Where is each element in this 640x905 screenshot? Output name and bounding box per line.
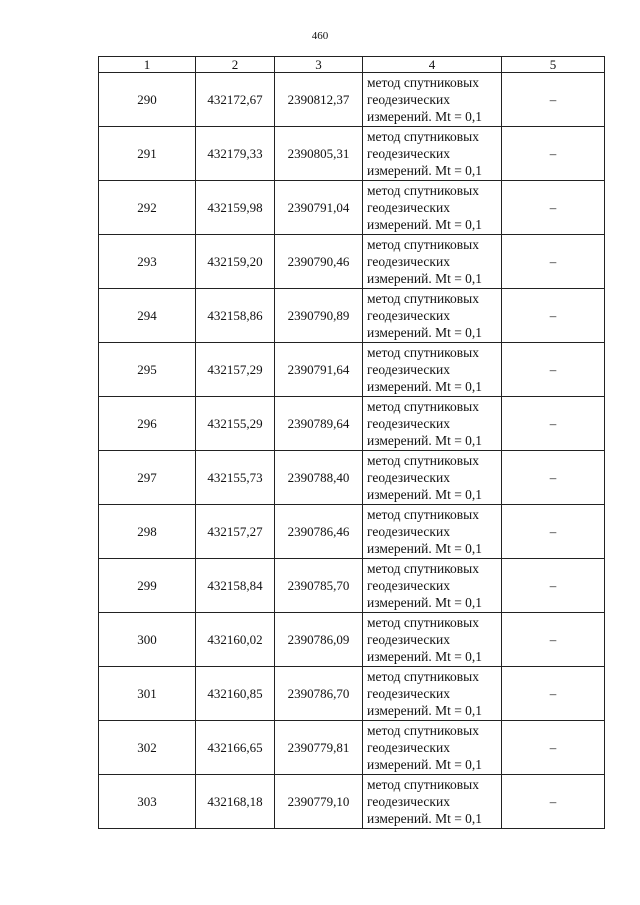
table-body (99, 73, 605, 829)
method-text-line: метод спутниковых (367, 777, 479, 792)
method-text-line: измерений. Mt = 0,1 (367, 271, 483, 286)
cell-point-number: 301 (99, 667, 196, 721)
cell-point-number: 291 (99, 127, 196, 181)
cell-x-coordinate: 432155,29 (196, 397, 275, 451)
header-col-5: 5 (502, 57, 605, 73)
method-text-line: геодезических (367, 146, 450, 161)
cell-note: – (502, 397, 605, 451)
cell-method (363, 181, 502, 235)
cell-note: – (502, 721, 605, 775)
method-text-line: геодезических (367, 686, 450, 701)
cell-point-number: 290 (99, 73, 196, 127)
cell-x-coordinate: 432158,86 (196, 289, 275, 343)
method-text-line: метод спутниковых (367, 561, 479, 576)
method-text-line: измерений. Mt = 0,1 (367, 379, 483, 394)
cell-note: – (502, 505, 605, 559)
method-text-line: геодезических (367, 200, 450, 215)
cell-y-coordinate: 2390785,70 (275, 559, 363, 613)
method-text-line: метод спутниковых (367, 75, 479, 90)
method-text-line: метод спутниковых (367, 399, 479, 414)
method-text-line: геодезических (367, 92, 450, 107)
table-row (99, 721, 605, 775)
cell-method (363, 775, 502, 829)
cell-x-coordinate: 432157,29 (196, 343, 275, 397)
cell-note: – (502, 613, 605, 667)
method-text-line: геодезических (367, 254, 450, 269)
cell-note: – (502, 667, 605, 721)
cell-note: – (502, 127, 605, 181)
cell-y-coordinate: 2390788,40 (275, 451, 363, 505)
method-text-line: метод спутниковых (367, 129, 479, 144)
cell-y-coordinate: 2390791,64 (275, 343, 363, 397)
method-text-line: метод спутниковых (367, 453, 479, 468)
method-text-line: измерений. Mt = 0,1 (367, 811, 483, 826)
table-row (99, 181, 605, 235)
cell-method (363, 127, 502, 181)
table-row (99, 775, 605, 829)
cell-y-coordinate: 2390786,70 (275, 667, 363, 721)
cell-method (363, 559, 502, 613)
method-text-line: измерений. Mt = 0,1 (367, 595, 483, 610)
cell-x-coordinate: 432172,67 (196, 73, 275, 127)
table-row (99, 451, 605, 505)
cell-method (363, 289, 502, 343)
method-text-line: геодезических (367, 794, 450, 809)
table-row (99, 289, 605, 343)
method-text-line: измерений. Mt = 0,1 (367, 487, 483, 502)
method-text-line: метод спутниковых (367, 615, 479, 630)
cell-x-coordinate: 432160,85 (196, 667, 275, 721)
cell-x-coordinate: 432168,18 (196, 775, 275, 829)
cell-y-coordinate: 2390786,09 (275, 613, 363, 667)
cell-x-coordinate: 432159,20 (196, 235, 275, 289)
table-row (99, 613, 605, 667)
cell-x-coordinate: 432155,73 (196, 451, 275, 505)
cell-point-number: 302 (99, 721, 196, 775)
cell-method (363, 613, 502, 667)
cell-y-coordinate: 2390791,04 (275, 181, 363, 235)
cell-point-number: 298 (99, 505, 196, 559)
cell-method (363, 451, 502, 505)
cell-note: – (502, 343, 605, 397)
method-text-line: метод спутниковых (367, 669, 479, 684)
cell-note: – (502, 289, 605, 343)
cell-method (363, 721, 502, 775)
cell-y-coordinate: 2390790,46 (275, 235, 363, 289)
method-text-line: измерений. Mt = 0,1 (367, 757, 483, 772)
method-text-line: измерений. Mt = 0,1 (367, 109, 483, 124)
cell-note: – (502, 451, 605, 505)
cell-note: – (502, 775, 605, 829)
cell-x-coordinate: 432179,33 (196, 127, 275, 181)
cell-y-coordinate: 2390789,64 (275, 397, 363, 451)
header-col-3: 3 (275, 57, 363, 73)
table-row (99, 667, 605, 721)
cell-x-coordinate: 432157,27 (196, 505, 275, 559)
cell-method (363, 343, 502, 397)
cell-point-number: 294 (99, 289, 196, 343)
coordinates-table (98, 56, 605, 829)
table-row (99, 559, 605, 613)
cell-point-number: 300 (99, 613, 196, 667)
cell-x-coordinate: 432166,65 (196, 721, 275, 775)
cell-y-coordinate: 2390779,10 (275, 775, 363, 829)
table-row (99, 127, 605, 181)
cell-y-coordinate: 2390812,37 (275, 73, 363, 127)
cell-y-coordinate: 2390805,31 (275, 127, 363, 181)
cell-point-number: 303 (99, 775, 196, 829)
method-text-line: измерений. Mt = 0,1 (367, 325, 483, 340)
method-text-line: геодезических (367, 632, 450, 647)
method-text-line: геодезических (367, 470, 450, 485)
cell-point-number: 296 (99, 397, 196, 451)
method-text-line: измерений. Mt = 0,1 (367, 163, 483, 178)
table-row (99, 343, 605, 397)
method-text-line: геодезических (367, 308, 450, 323)
table-header (99, 57, 605, 73)
cell-x-coordinate: 432159,98 (196, 181, 275, 235)
method-text-line: геодезических (367, 416, 450, 431)
method-text-line: метод спутниковых (367, 723, 479, 738)
cell-point-number: 295 (99, 343, 196, 397)
cell-method (363, 667, 502, 721)
table-row (99, 235, 605, 289)
method-text-line: геодезических (367, 362, 450, 377)
method-text-line: метод спутниковых (367, 183, 479, 198)
method-text-line: измерений. Mt = 0,1 (367, 649, 483, 664)
method-text-line: метод спутниковых (367, 345, 479, 360)
header-col-2: 2 (196, 57, 275, 73)
cell-method (363, 235, 502, 289)
method-text-line: геодезических (367, 524, 450, 539)
cell-note: – (502, 559, 605, 613)
header-col-1: 1 (99, 57, 196, 73)
method-text-line: измерений. Mt = 0,1 (367, 703, 483, 718)
header-col-4: 4 (363, 57, 502, 73)
cell-point-number: 299 (99, 559, 196, 613)
cell-note: – (502, 235, 605, 289)
method-text-line: измерений. Mt = 0,1 (367, 217, 483, 232)
cell-point-number: 297 (99, 451, 196, 505)
table-row (99, 397, 605, 451)
cell-point-number: 293 (99, 235, 196, 289)
cell-method (363, 73, 502, 127)
cell-note: – (502, 73, 605, 127)
cell-point-number: 292 (99, 181, 196, 235)
method-text-line: метод спутниковых (367, 237, 479, 252)
cell-x-coordinate: 432158,84 (196, 559, 275, 613)
table-row (99, 505, 605, 559)
cell-y-coordinate: 2390779,81 (275, 721, 363, 775)
cell-x-coordinate: 432160,02 (196, 613, 275, 667)
table-row (99, 73, 605, 127)
method-text-line: метод спутниковых (367, 291, 479, 306)
cell-y-coordinate: 2390786,46 (275, 505, 363, 559)
method-text-line: измерений. Mt = 0,1 (367, 541, 483, 556)
cell-method (363, 397, 502, 451)
page-number: 460 (311, 30, 329, 42)
header-row (99, 57, 605, 73)
cell-method (363, 505, 502, 559)
method-text-line: геодезических (367, 578, 450, 593)
method-text-line: геодезических (367, 740, 450, 755)
method-text-line: измерений. Mt = 0,1 (367, 433, 483, 448)
cell-note: – (502, 181, 605, 235)
method-text-line: метод спутниковых (367, 507, 479, 522)
cell-y-coordinate: 2390790,89 (275, 289, 363, 343)
